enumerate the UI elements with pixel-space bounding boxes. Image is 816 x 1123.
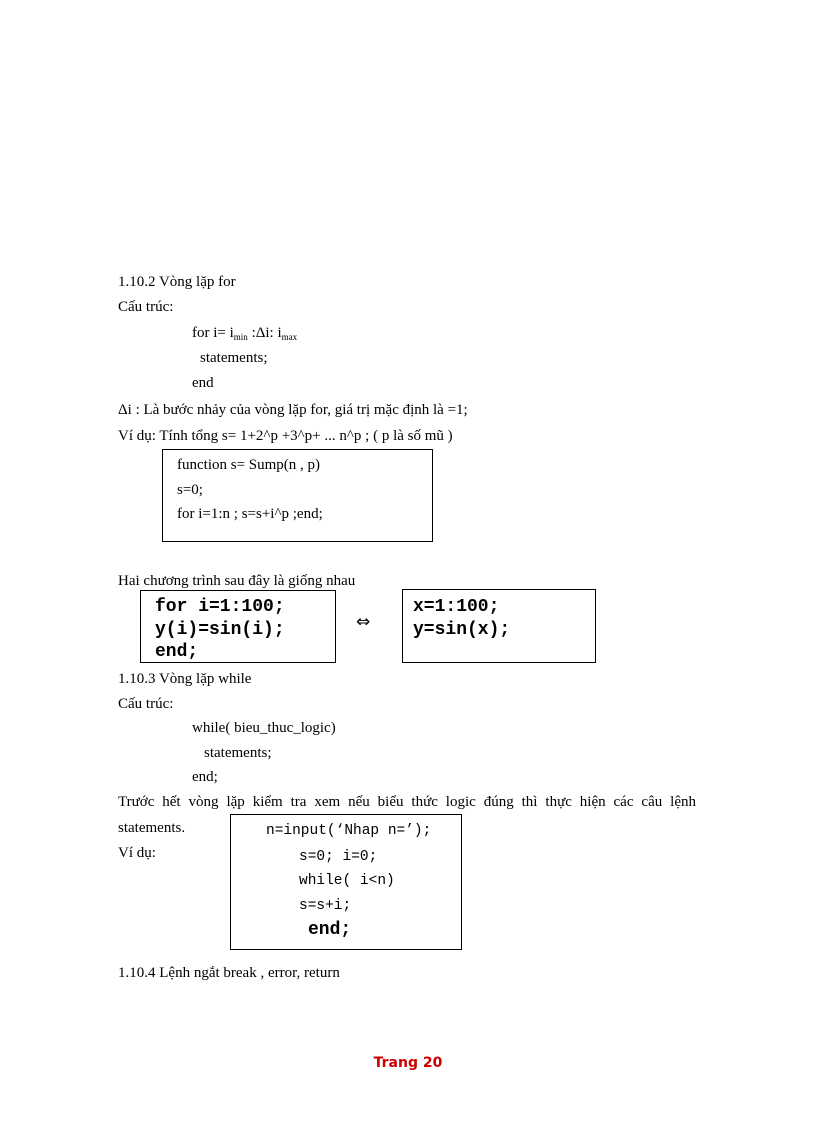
- for-syntax-end: end: [192, 375, 214, 391]
- for-syntax-statements: statements;: [200, 350, 268, 366]
- structure-label-for: Cấu trúc:: [118, 299, 174, 315]
- code-line: s=s+i;: [299, 898, 352, 914]
- code-line: while( i<n): [299, 873, 395, 889]
- while-syntax-line: while( bieu_thuc_logic): [192, 720, 336, 736]
- for-syntax-mid: :Δi: i: [247, 325, 282, 341]
- left-code-box: [140, 590, 336, 663]
- right-code-box: [402, 589, 596, 663]
- code-line: s=0; i=0;: [299, 849, 378, 865]
- section-heading-break: 1.10.4 Lệnh ngắt break , error, return: [118, 965, 340, 981]
- equivalence-symbol: ⇔: [356, 612, 371, 632]
- code-line: for i=1:100;: [155, 597, 285, 617]
- while-syntax-end: end;: [192, 769, 218, 785]
- section-heading-for: 1.10.2 Vòng lặp for: [118, 274, 236, 290]
- code-line: end;: [308, 920, 352, 940]
- while-description-line1: Trước hết vòng lặp kiểm tra xem nếu biểu thức logic đúng thì thực hiện các câu lệnh: [118, 794, 696, 810]
- while-syntax-statements: statements;: [204, 745, 272, 761]
- delta-note: Δi : Là bước nhảy của vòng lặp for, giá trị mặc định là =1;: [118, 402, 468, 418]
- code-line: for i=1:n ; s=s+i^p ;end;: [177, 506, 323, 522]
- for-syntax-line: [192, 324, 297, 342]
- equivalence-text: Hai chương trình sau đây là giống nhau: [118, 573, 356, 589]
- for-example-code-box: [162, 449, 433, 542]
- code-line: y(i)=sin(i);: [155, 620, 285, 640]
- code-line: n=input(‘Nhap n=’);: [266, 823, 432, 839]
- structure-label-while: Cấu trúc:: [118, 696, 174, 712]
- page-number: Trang 20: [373, 1055, 443, 1071]
- while-description-line2: statements.: [118, 820, 186, 836]
- section-heading-while: 1.10.3 Vòng lặp while: [118, 671, 252, 687]
- for-example-label: Ví dụ: Tính tổng s= 1+2^p +3^p+ ... n^p ; ( p là số mũ ): [118, 428, 453, 444]
- code-line: end;: [155, 642, 199, 662]
- while-example-label: Ví dụ:: [118, 845, 156, 861]
- for-syntax-sub-min: min: [233, 332, 248, 342]
- code-line: y=sin(x);: [413, 620, 511, 640]
- code-line: s=0;: [177, 482, 203, 498]
- code-line: function s= Sump(n , p): [177, 457, 321, 473]
- while-example-code-box: [230, 814, 462, 950]
- for-syntax-prefix: for i= i: [192, 325, 234, 341]
- code-line: x=1:100;: [413, 597, 500, 617]
- for-syntax-sub-max: max: [281, 332, 298, 342]
